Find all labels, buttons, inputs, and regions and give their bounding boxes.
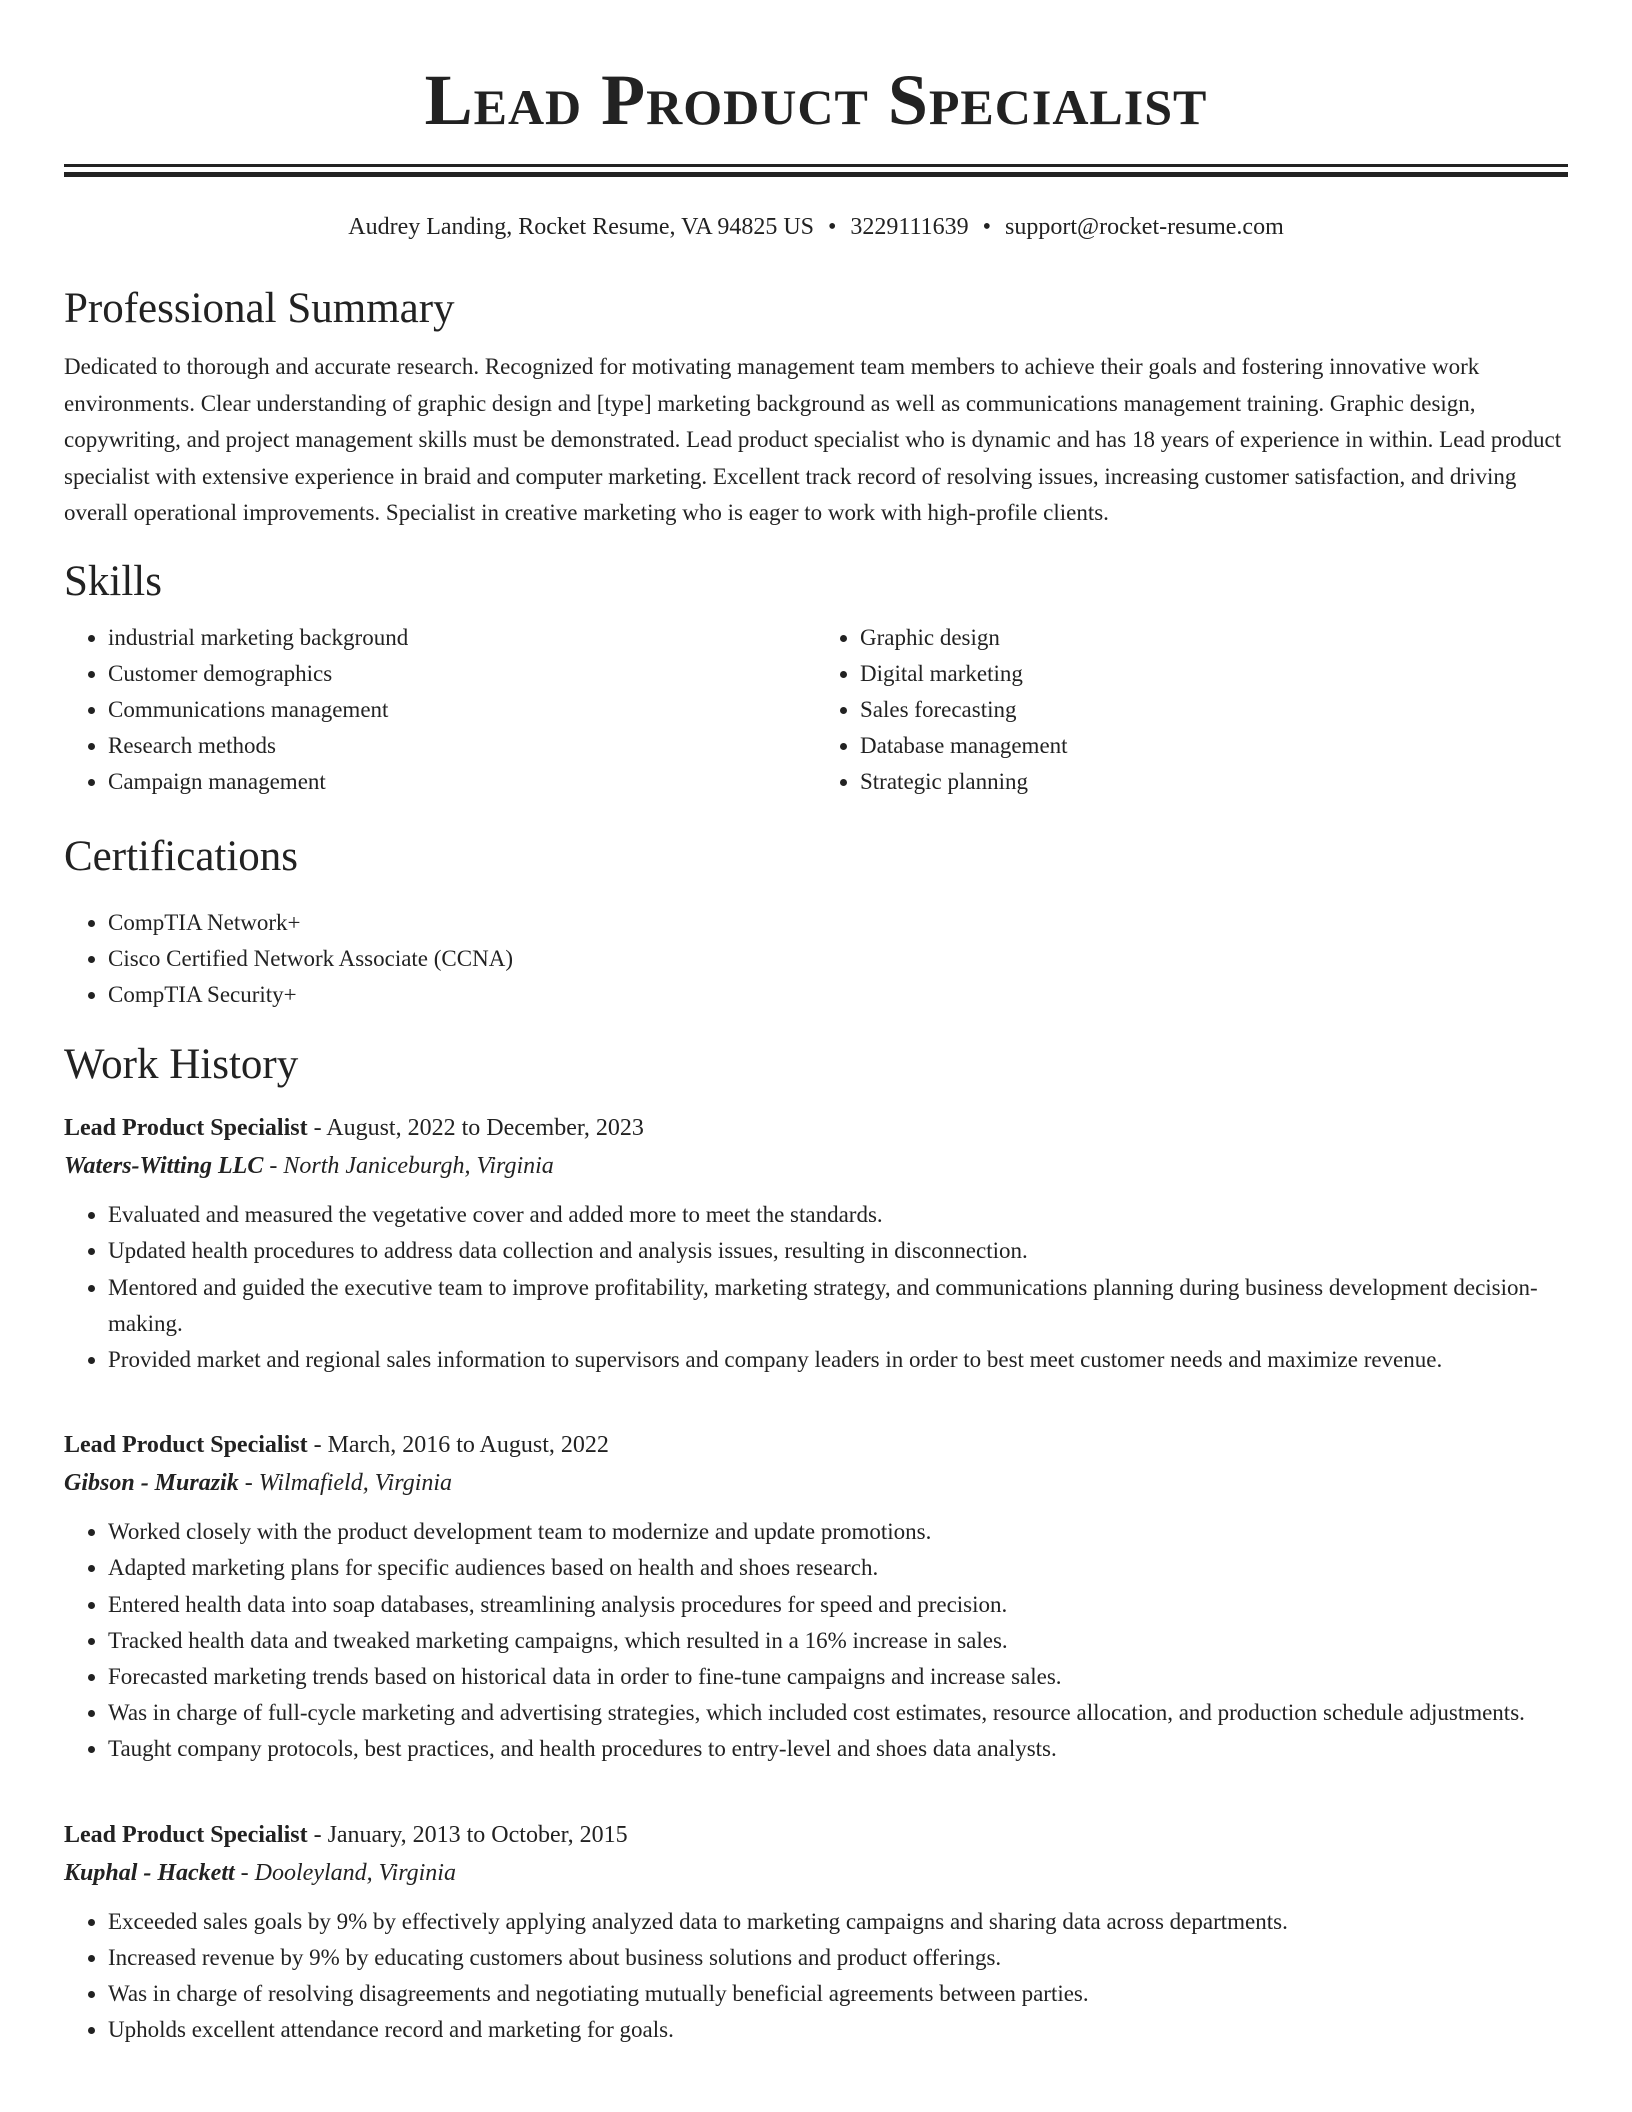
job-dash: -: [307, 1432, 328, 1459]
job-title-line: [64, 1426, 1568, 1464]
job-bullets: [64, 1197, 1568, 1378]
job-bullet: • Worked closely with the product development team to modernize and update promotions.: [108, 1514, 1568, 1550]
job-dates: March, 2016 to August, 2022: [327, 1432, 609, 1459]
job-title: Lead Product Specialist: [64, 1115, 308, 1142]
contact-address: Audrey Landing, Rocket Resume, VA 94825 US: [348, 214, 815, 240]
skill-item: • industrial marketing background: [108, 620, 816, 656]
skills-columns: [64, 620, 1568, 801]
certifications-list: [64, 905, 1568, 1014]
company-location: North Janiceburgh, Virginia: [283, 1153, 554, 1180]
title-rule-top: [64, 164, 1568, 167]
job-bullet: • Exceeded sales goals by 9% by effectively applying analyzed data to marketing campaigns and sharing data across departments.: [108, 1904, 1568, 1940]
company-location: Dooleyland, Virginia: [254, 1859, 456, 1886]
job-bullet: • Adapted marketing plans for specific audiences based on health and shoes research.: [108, 1550, 1568, 1586]
job-bullet: • Upholds excellent attendance record and marketing for goals.: [108, 2012, 1568, 2048]
certifications-heading: Certifications: [64, 832, 299, 880]
job-bullet: • Forecasted marketing trends based on historical data in order to fine-tune campaigns and increase sales.: [108, 1659, 1568, 1695]
contact-phone: 3229111639: [850, 214, 969, 240]
job-bullets: [64, 1904, 1568, 2049]
skill-item: • Sales forecasting: [860, 692, 1568, 728]
certification-item: • CompTIA Network+: [108, 905, 1568, 941]
company-name: Kuphal - Hackett: [64, 1859, 235, 1886]
skill-item: • Campaign management: [108, 764, 816, 800]
summary-text: Dedicated to thorough and accurate research. Recognized for motivating management team members to achieve their goals and fostering innovative work environments. Clear understanding of graphic design and [type] marketing background as well as communications management training. Graphic design, copywriting, and project management skills must be demonstrated. Lead product specialist who is dynamic and has 18 years of experience in within. Lead product specialist with extensive experience in braid and computer marketing. Excellent track record of resolving issues, increasing customer satisfaction, and driving overall operational improvements. Specialist in creative marketing who is eager to work with high-profile clients.: [64, 354, 1562, 525]
job-bullet: • Updated health procedures to address data collection and analysis issues, resulting in disconnection.: [108, 1233, 1568, 1269]
job-title: Lead Product Specialist: [64, 1432, 308, 1459]
job-bullet: • Evaluated and measured the vegetative cover and added more to meet the standards.: [108, 1197, 1568, 1233]
skills-list-left: [64, 620, 816, 801]
company-location: Wilmafield, Virginia: [258, 1470, 453, 1497]
job-bullet: • Entered health data into soap databases, streamlining analysis procedures for speed and precision.: [108, 1587, 1568, 1623]
work-history-heading: Work History: [64, 1041, 299, 1089]
job-bullet: • Taught company protocols, best practices, and health procedures to entry-level and shoes data analysts.: [108, 1731, 1568, 1767]
skill-item: • Strategic planning: [860, 764, 1568, 800]
resume-title: Lead Product Specialist: [424, 60, 1208, 140]
skill-item: • Research methods: [108, 728, 816, 764]
certification-item: • Cisco Certified Network Associate (CCNA): [108, 941, 1568, 977]
company-line: [64, 1147, 1568, 1185]
job-bullet: • Increased revenue by 9% by educating customers about business solutions and product offerings.: [108, 1940, 1568, 1976]
company-dash: -: [238, 1470, 259, 1497]
summary-heading: Professional Summary: [64, 285, 455, 332]
job-title-line: [64, 1109, 1568, 1147]
contact-separator: •: [982, 214, 992, 240]
job-entry: [64, 1816, 1568, 2049]
job-bullet: • Was in charge of resolving disagreements and negotiating mutually beneficial agreements between parties.: [108, 1976, 1568, 2012]
skills-list-right: [816, 620, 1568, 801]
company-dash: -: [234, 1859, 255, 1886]
company-name: Waters-Witting LLC: [64, 1153, 264, 1180]
job-dates: August, 2022 to December, 2023: [326, 1115, 644, 1142]
job-title: Lead Product Specialist: [64, 1821, 308, 1848]
job-entry: [64, 1109, 1568, 1378]
company-line: [64, 1464, 1568, 1502]
job-bullet: • Provided market and regional sales information to supervisors and company leaders in order to best meet customer needs and maximize revenue.: [108, 1342, 1568, 1378]
contact-separator: •: [828, 214, 837, 240]
skills-heading: Skills: [64, 557, 162, 605]
skill-item: • Digital marketing: [860, 656, 1568, 692]
job-dash: -: [307, 1115, 327, 1142]
certification-item: • CompTIA Security+: [108, 977, 1568, 1013]
company-name: Gibson - Murazik: [64, 1470, 239, 1497]
skill-item: • Customer demographics: [108, 656, 816, 692]
job-title-line: [64, 1816, 1568, 1854]
job-bullet: • Was in charge of full-cycle marketing and advertising strategies, which included cost estimates, resource allocation, and production schedule adjustments.: [108, 1695, 1568, 1731]
job-bullet: • Mentored and guided the executive team to improve profitability, marketing strategy, and communications planning during business development decision-making.: [108, 1270, 1568, 1342]
contact-line: [64, 211, 1568, 243]
skill-item: • Communications management: [108, 692, 816, 728]
contact-email: support@rocket-resume.com: [1005, 214, 1284, 240]
job-entry: [64, 1426, 1568, 1767]
job-bullets: [64, 1514, 1568, 1767]
job-dates: January, 2013 to October, 2015: [327, 1821, 628, 1848]
company-dash: -: [263, 1153, 284, 1180]
skill-item: • Database management: [860, 728, 1568, 764]
company-line: [64, 1854, 1568, 1892]
job-bullet: • Tracked health data and tweaked marketing campaigns, which resulted in a 16% increase in sales.: [108, 1623, 1568, 1659]
title-rule-bottom: [64, 172, 1568, 177]
skill-item: • Graphic design: [860, 620, 1568, 656]
job-dash: -: [307, 1821, 328, 1848]
